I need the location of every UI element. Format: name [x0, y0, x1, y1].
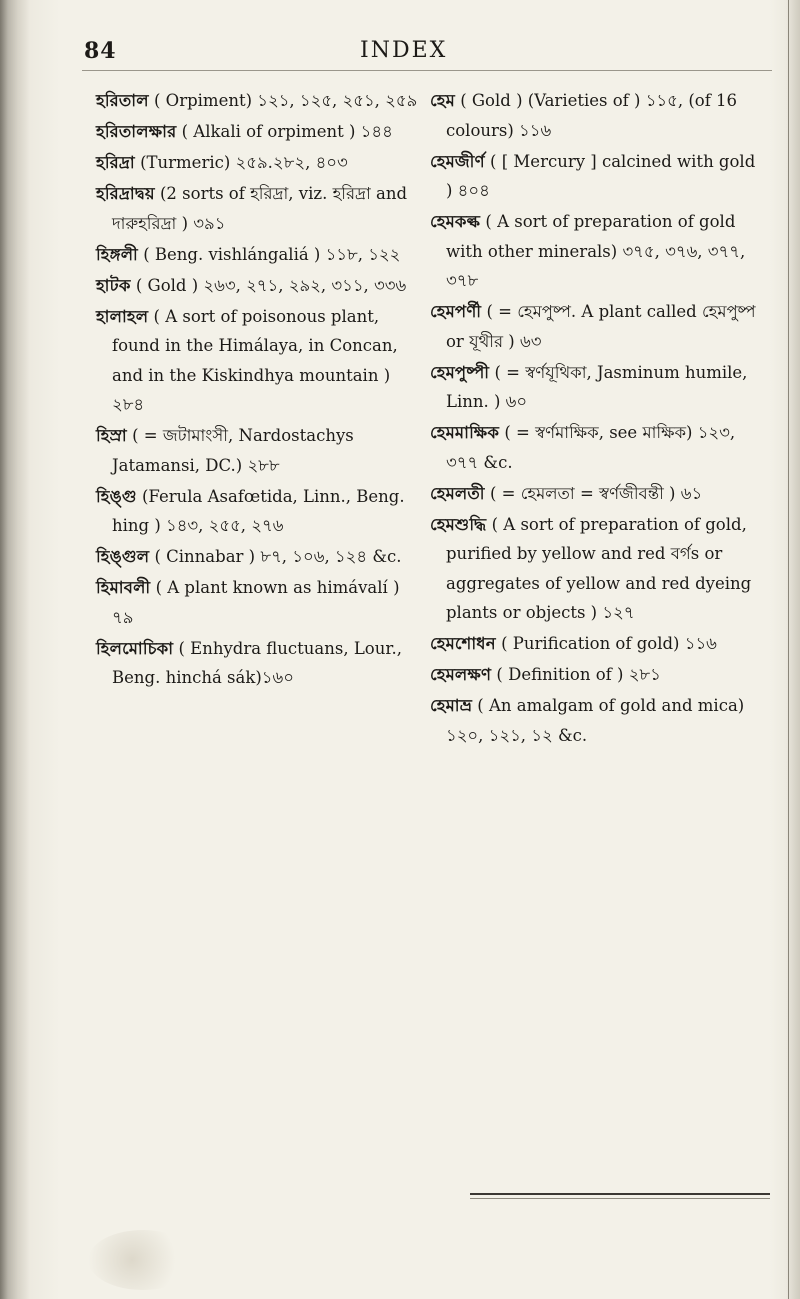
entry-gloss: ( Alkali of orpiment ) ১৪৪: [181, 122, 393, 141]
index-entry: [96, 240, 422, 270]
entry-gloss: ( Orpiment) ১২১, ১২৫, ২৫১, ২৫৯: [153, 91, 418, 110]
entry-gloss: ( A sort of preparation of gold, purified by yellow and red বর্গs or aggregates of yellow and red dyeing plants or objects ) ১২৭: [446, 514, 752, 622]
index-entry: [430, 86, 760, 145]
index-entry: [96, 117, 422, 147]
index-entry: [430, 418, 760, 477]
footer-rule-thin: [470, 1198, 770, 1199]
entry-headword: হালাহল: [96, 306, 149, 326]
running-head: INDEX: [360, 38, 448, 63]
entry-gloss: ( Beng. vishlángaliá ) ১১৮, ১২২: [143, 244, 401, 264]
entry-headword: হেমকল্ক: [430, 212, 481, 231]
index-entry: [430, 479, 760, 509]
entry-headword: হরিদ্রা: [96, 153, 135, 172]
index-entry: [430, 691, 760, 750]
page-number: 84: [84, 38, 117, 64]
entry-headword: হিঙ্গু: [96, 486, 137, 506]
entry-headword: হেমাভ্র: [430, 696, 473, 715]
entry-headword: হরিতাল: [96, 91, 149, 110]
index-entry: [96, 634, 422, 693]
entry-headword: হেমশোধন: [430, 634, 496, 653]
entry-headword: হেমলতী: [430, 483, 485, 503]
entry-gloss: ( A plant known as himávalí ) ৭৯: [112, 578, 400, 627]
entry-headword: হিঙ্গলী: [96, 244, 138, 264]
entry-gloss: ( A sort of preparation of gold with other minerals) ৩৭৫, ৩৭৬, ৩৭৭, ৩৭৮: [446, 212, 746, 290]
index-entry: [430, 297, 760, 356]
header-rule: [82, 70, 772, 71]
entry-headword: হেমমাক্ষিক: [430, 423, 500, 442]
index-entry: [430, 510, 760, 628]
entry-gloss: (Turmeric) ২৫৯.২৮২, ৪০৩: [140, 153, 348, 172]
entry-headword: হেম: [430, 91, 455, 110]
index-column-left: [96, 86, 422, 694]
entry-headword: হিমাবলী: [96, 578, 151, 597]
entry-gloss: ( Enhydra fluctuans, Lour., Beng. hinchá sák)১৬০: [112, 638, 402, 687]
index-entry: [96, 86, 422, 116]
entry-gloss: ( = স্বর্ণযূথিকা, Jasminum humile, Linn. ) ৬০: [446, 362, 748, 411]
entry-headword: হেমশুদ্ধি: [430, 514, 487, 534]
entry-headword: হেমপর্ণী: [430, 302, 482, 321]
entry-gloss: ( = হেমলতা = স্বর্ণজীবন্তী ) ৬১: [489, 483, 703, 503]
entry-headword: হিলমোচিকা: [96, 638, 174, 658]
entry-headword: হাটক: [96, 275, 131, 295]
index-entry: [96, 302, 422, 420]
index-entry: [430, 147, 760, 206]
entry-gloss: ( An amalgam of gold and mica) ১২০, ১২১, ১২ &c.: [446, 696, 745, 745]
entry-gloss: ( [ Mercury ] calcined with gold ) ৪০৪: [446, 151, 756, 200]
entry-gloss: ( Cinnabar ) ৮৭, ১০৬, ১২৪ &c.: [154, 547, 402, 566]
entry-headword: হরিতালক্ষার: [96, 122, 177, 141]
entry-headword: হেমলক্ষণ: [430, 665, 492, 684]
page-margin-line: [788, 0, 789, 1299]
entry-gloss: ( Definition of ) ২৮১: [496, 665, 661, 684]
entry-gloss: ( = জটামাংসী, Nardostachys Jatamansi, DC.) ২৮৮: [112, 426, 354, 475]
index-entry: [96, 148, 422, 178]
index-entry: [430, 660, 760, 690]
index-entry: [430, 358, 760, 417]
entry-gloss: ( Gold ) (Varieties of ) ১১৫, (of 16 colours) ১১৬: [446, 91, 738, 140]
index-entry: [430, 629, 760, 659]
entry-gloss: (2 sorts of হরিদ্রা, viz. হরিদ্রা and দারুহরিদ্রা ) ৩৯১: [112, 184, 408, 233]
index-entry: [96, 573, 422, 632]
index-entry: [430, 207, 760, 296]
entry-gloss: ( = স্বর্ণমাক্ষিক, see মাক্ষিক) ১২৩, ৩৭৭ &c.: [446, 423, 736, 472]
entry-gloss: ( Gold ) ২৬৩, ২৭১, ২৯২, ৩১১, ৩৩৬: [135, 275, 407, 295]
index-column-right: [430, 86, 760, 752]
entry-headword: হিস্রা: [96, 426, 127, 445]
index-entry: [96, 542, 422, 572]
index-entry: [96, 179, 422, 238]
footer-rule: [470, 1193, 770, 1195]
book-binding-shadow: [0, 0, 30, 1299]
entry-headword: হেমপুষ্পী: [430, 362, 490, 382]
entry-headword: হেমজীর্ণ: [430, 151, 485, 171]
entry-headword: হিঙ্গুল: [96, 547, 150, 566]
index-entry: [96, 482, 422, 541]
entry-headword: হরিদ্রাদ্বয়: [96, 184, 155, 203]
entry-gloss: (Ferula Asafœtida, Linn., Beng. hing ) ১৪৩, ২৫৫, ২৭৬: [112, 486, 405, 535]
index-entry: [96, 421, 422, 480]
entry-gloss: ( = হেমপুষ্প. A plant called হেমপুষ্প or যূথীর ) ৬৩: [446, 302, 756, 351]
entry-gloss: ( A sort of poisonous plant, found in the Himálaya, in Concan, and in the Kiskindhya mountain ) ২৮৪: [112, 306, 398, 414]
entry-gloss: ( Purification of gold) ১১৬: [501, 634, 717, 653]
paper-stain: [88, 1230, 198, 1290]
index-entry: [96, 271, 422, 301]
